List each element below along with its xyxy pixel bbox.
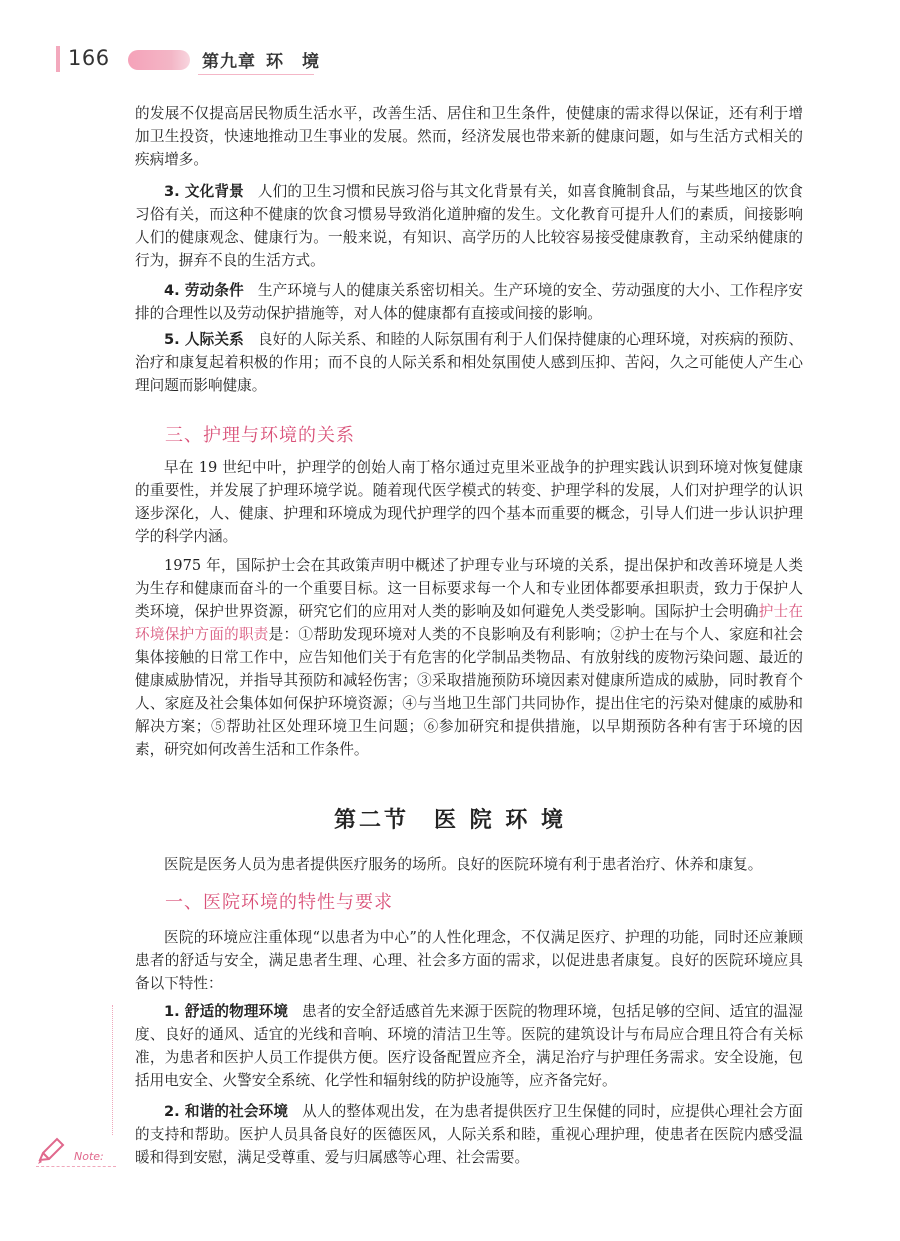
paragraph-icn-text-a: 1975 年，国际护士会在其政策声明中概述了护理专业与环境的关系，提出保护和改善环境是人类为生存和健康而奋斗的一个重要目标。这一目标要求每一个人和专业团体都要承担职责，致力于保护人类环境，保护世界资源，研究它们的应用对人类的影响及如何避免人类受影响。国际护士会明确 xyxy=(135,557,803,620)
paragraph-nightingale: 早在 19 世纪中叶，护理学的创始人南丁格尔通过克里米亚战争的护理实践认识到环境对恢复健康的重要性，并发展了护理环境学说。随着现代医学模式的转变、护理学科的发展，人们对护理学的认识逐步深化，人、健康、护理和环境成为现代护理学的四个基本而重要的概念，引导人们进一步认识护理学的科学内涵。 xyxy=(135,459,803,545)
paragraph-relations-text: 良好的人际关系、和睦的人际氛围有利于人们保持健康的心理环境，对疾病的预防、治疗和康复起着积极的作用；而不良的人际关系和相处氛围使人感到压抑、苦闷，久之可能使人产生心理问题而影响健康。 xyxy=(135,331,803,394)
nurse-responsibility-highlight: 护士在环境保护方面的职责 xyxy=(135,603,803,643)
paragraph-labor-text: 生产环境与人的健康关系密切相关。生产环境的安全、劳动强度的大小、工作程序安排的合理性以及劳动保护措施等，对人体的健康都有直接或间接的影响。 xyxy=(135,282,803,322)
pencil-icon xyxy=(36,1136,66,1166)
paragraph-icn xyxy=(135,554,803,761)
paragraph-physical-environment xyxy=(135,1000,803,1092)
paragraph-economy-continued: 的发展不仅提高居民物质生活水平，改善生活、居住和卫生条件，使健康的需求得以保证，还有利于增加卫生投资，快速地推动卫生事业的发展。然而，经济发展也带来新的健康问题，如与生活方式相关的疾病增多。 xyxy=(135,105,803,168)
section-heading-hospital-features: 一、医院环境的特性与要求 xyxy=(165,892,393,913)
margin-dotted-line xyxy=(112,1005,113,1135)
section-title-hospital-environment: 第二节 医 院 环 境 xyxy=(334,808,566,833)
paragraph-physical-text: 患者的安全舒适感首先来源于医院的物理环境，包括足够的空间、适宜的温湿度、良好的通风、适宜的光线和音响、环境的清洁卫生等。医院的建筑设计与布局应合理且符合有关标准，为患者和医护人员工作提供方便。医疗设备配置应齐全，满足治疗与护理任务需求。安全设施，包括用电安全、火警安全系统、化学性和辐射线的防护设施等，应齐备完好。 xyxy=(135,1003,804,1089)
margin-note xyxy=(30,1136,120,1176)
paragraph-relations xyxy=(135,328,803,397)
chapter-label: 第九章 xyxy=(202,52,256,72)
term-culture: 3. 文化背景 xyxy=(164,183,244,200)
paragraph-culture xyxy=(135,180,803,272)
paragraph-hospital-intro: 医院是医务人员为患者提供医疗服务的场所。良好的医院环境有利于患者治疗、休养和康复。 xyxy=(164,856,763,873)
page-number: 166 xyxy=(68,46,110,70)
paragraph-labor xyxy=(135,279,803,325)
term-physical-environment: 1. 舒适的物理环境 xyxy=(164,1003,289,1020)
note-dashed-line xyxy=(36,1166,116,1167)
paragraph-social-environment xyxy=(135,1100,803,1169)
paragraph-social-text: 从人的整体观出发，在为患者提供医疗卫生保健的同时，应提供心理社会方面的支持和帮助。医护人员具备良好的医德医风，人际关系和睦，重视心理护理，使患者在医院内感受温暖和得到安慰，满足受尊重、爱与归属感等心理、社会需要。 xyxy=(135,1103,804,1166)
term-relations: 5. 人际关系 xyxy=(164,331,244,348)
paragraph-icn-text-b: 是：①帮助发现环境对人类的不良影响及有利影响；②护士在与个人、家庭和社会集体接触的日常工作中，应告知他们关于有危害的化学制品类物品、有放射线的废物污染问题、最近的健康威胁情况，并指导其预防和减轻伤害；③采取措施预防环境因素对健康所造成的威胁，同时教育个人、家庭及社会集体如何保护环境资源；④与当地卫生部门共同协作，提出住宅的污染对健康的威胁和解决方案；⑤帮助社区处理环境卫生问题；⑥参加研究和提供措施，以早期预防各种有害于环境的因素，研究如何改善生活和工作条件。 xyxy=(135,626,803,758)
section-heading-nursing-environment: 三、护理与环境的关系 xyxy=(165,425,355,446)
paragraph-culture-text: 人们的卫生习惯和民族习俗与其文化背景有关，如喜食腌制食品，与某些地区的饮食习俗有关，而这种不健康的饮食习惯易导致消化道肿瘤的发生。文化教育可提升人们的素质，间接影响人们的健康观念、健康行为。一般来说，有知识、高学历的人比较容易接受健康教育，主动采纳健康的行为，摒弃不良的生活方式。 xyxy=(135,183,803,269)
note-label: Note: xyxy=(74,1150,104,1163)
paragraph-hospital-concept: 医院的环境应注重体现“以患者为中心”的人性化理念，不仅满足医疗、护理的功能，同时还应兼顾患者的舒适与安全，满足患者生理、心理、社会多方面的需求，以促进患者康复。良好的医院环境应具备以下特性： xyxy=(135,929,803,992)
term-labor: 4. 劳动条件 xyxy=(164,282,244,299)
term-social-environment: 2. 和谐的社会环境 xyxy=(164,1103,289,1120)
chapter-title: 环 境 xyxy=(266,52,320,72)
